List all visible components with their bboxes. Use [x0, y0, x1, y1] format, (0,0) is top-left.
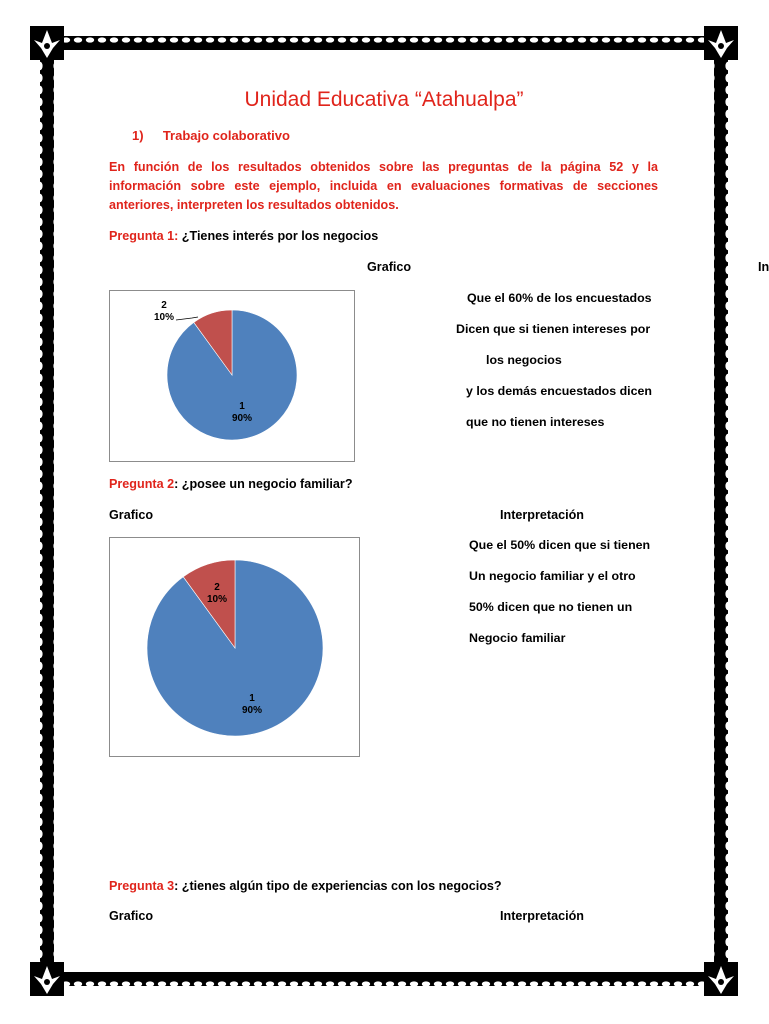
q2-interpretation-line: Negocio familiar [469, 631, 566, 645]
pie-chart-2-svg [110, 538, 359, 756]
section-heading [132, 128, 290, 143]
question-1-label: Pregunta 1: [109, 229, 179, 243]
question-3-text: : ¿tienes algún tipo de experiencias con los negocios? [174, 879, 502, 893]
q1-interpretation-line: los negocios [486, 353, 562, 367]
q1-interpretation-line: que no tienen intereses [466, 415, 605, 429]
question-2-text: : ¿posee un negocio familiar? [174, 477, 353, 491]
q1-grafico-label: Grafico [367, 260, 412, 274]
corner-ornament-icon [704, 26, 738, 60]
corner-ornament-icon [704, 962, 738, 996]
q2-interpretation-line: Que el 50% dicen que si tienen [469, 538, 651, 552]
corner-ornament-icon [30, 26, 64, 60]
question-2-label: Pregunta 2 [109, 477, 175, 491]
pie-leader-line [176, 317, 198, 320]
question-3 [109, 879, 502, 893]
q2-interpretation-line: Un negocio familiar y el otro [469, 569, 636, 583]
pie-label-2: 2 10% [206, 582, 228, 605]
document-title: Unidad Educativa “Atahualpa” [244, 88, 524, 111]
q1-interpretation-line: y los demás encuestados dicen [466, 384, 652, 398]
q1-interpretation-line: Dicen que si tienen intereses por [456, 322, 651, 336]
section-title: Trabajo colaborativo [162, 128, 290, 143]
pie-label-1: 1 90% [231, 401, 253, 424]
question-1-text: ¿Tienes interés por los negocios [178, 229, 379, 243]
section-number: 1) [132, 128, 144, 143]
question-3-label: Pregunta 3 [109, 879, 175, 893]
question-2 [109, 477, 353, 491]
pie-chart-1-svg [110, 291, 354, 461]
q3-interpretation-label: Interpretación [500, 909, 584, 923]
pie-chart-2 [109, 537, 360, 757]
q2-interpretation-label: Interpretación [500, 508, 584, 522]
q1-interpretation-line: Que el 60% de los encuestados [467, 291, 652, 305]
q1-interpretation-label: In [758, 260, 769, 274]
corner-ornament-icon [30, 962, 64, 996]
intro-paragraph: En función de los resultados obtenidos sobre las preguntas de la página 52 y la información sobre este ejemplo, incluida en evaluaciones formativas de secciones anteriores, interpreten los resultados obtenidos. [109, 160, 658, 212]
pie-chart-1 [109, 290, 355, 462]
q3-grafico-label: Grafico [109, 909, 154, 923]
pie-label-2: 2 10% [153, 300, 175, 323]
q2-grafico-label: Grafico [109, 508, 154, 522]
pie-label-1: 1 90% [241, 693, 263, 716]
q2-interpretation-line: 50% dicen que no tienen un [469, 600, 633, 614]
question-1 [109, 229, 378, 243]
